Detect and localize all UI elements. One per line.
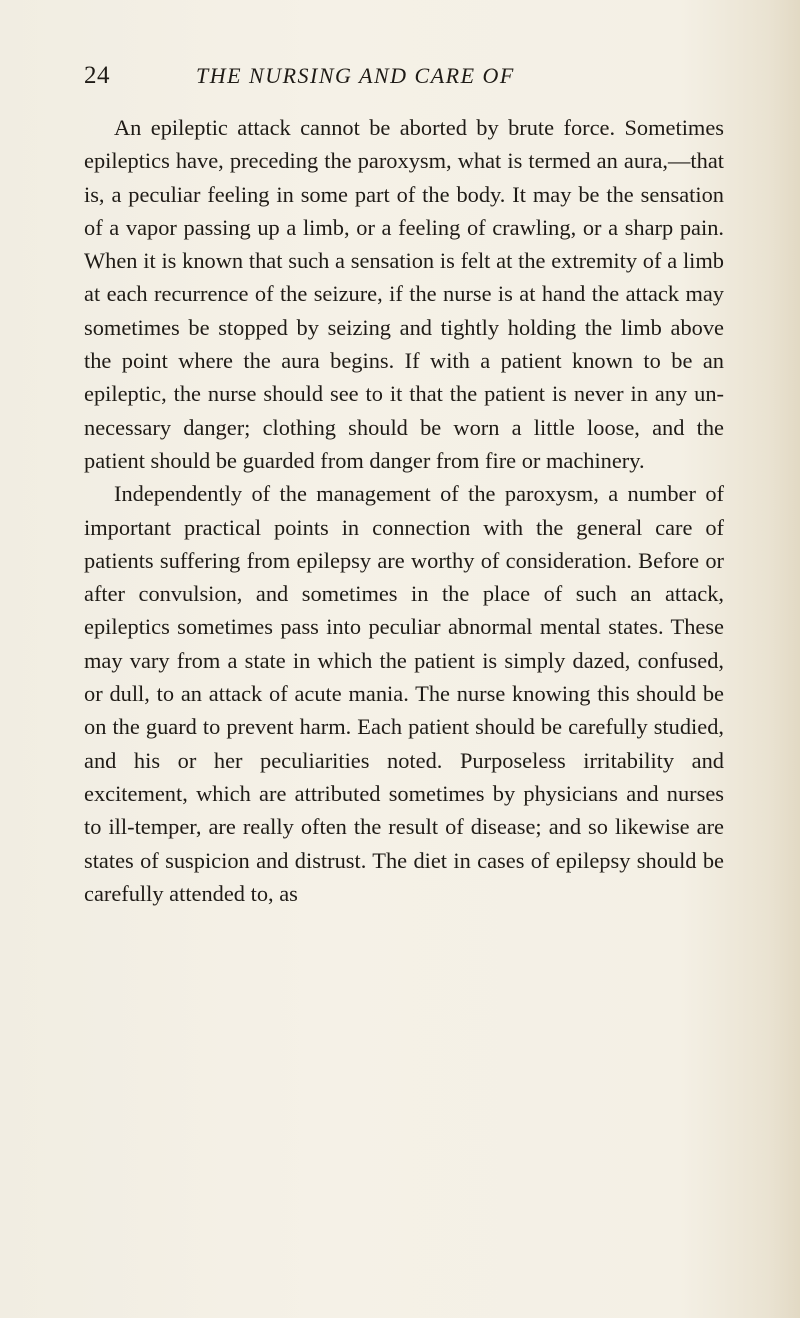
body-text — [84, 111, 724, 910]
page-number: 24 — [84, 62, 110, 89]
paragraph: Independently of the management of the paroxysm, a number of important practical points in connection with the general care of patients suffering from epilepsy are worthy of consideration. Before or after convulsion, and sometimes in the place of such an attack, epileptics sometimes pass into peculiar abnormal mental states. These may vary from a state in which the patient is simply dazed, confused, or dull, to an attack of acute mania. The nurse knowing this should be on the guard to prevent harm. Each patient should be carefully studied, and his or her peculiarities noted. Purposeless irritability and excitement, which are attributed sometimes by physicians and nurses to ill-temper, are really often the result of disease; and so likewise are states of suspicion and distrust. The diet in cases of epilepsy should be carefully attended to, as — [84, 481, 724, 906]
running-head — [84, 62, 724, 96]
running-title: THE NURSING AND CARE OF — [196, 63, 515, 88]
paragraph: An epileptic attack cannot be aborted by brute force. Sometimes epileptics have, preceding the paroxysm, what is termed an aura,—that is, a peculiar feeling in some part of the body. It may be the sensation of a vapor passing up a limb, or a feeling of crawling, or a sharp pain. When it is known that such a sensation is felt at the extremity of a limb at each recurrence of the seizure, if the nurse is at hand the attack may sometimes be stopped by seizing and tightly holding the limb above the point where the aura begins. If with a patient known to be an epileptic, the nurse should see to it that the patient is never in any unnecessary danger; clothing should be worn a little loose, and the patient should be guarded from danger from fire or machinery. — [84, 115, 724, 473]
